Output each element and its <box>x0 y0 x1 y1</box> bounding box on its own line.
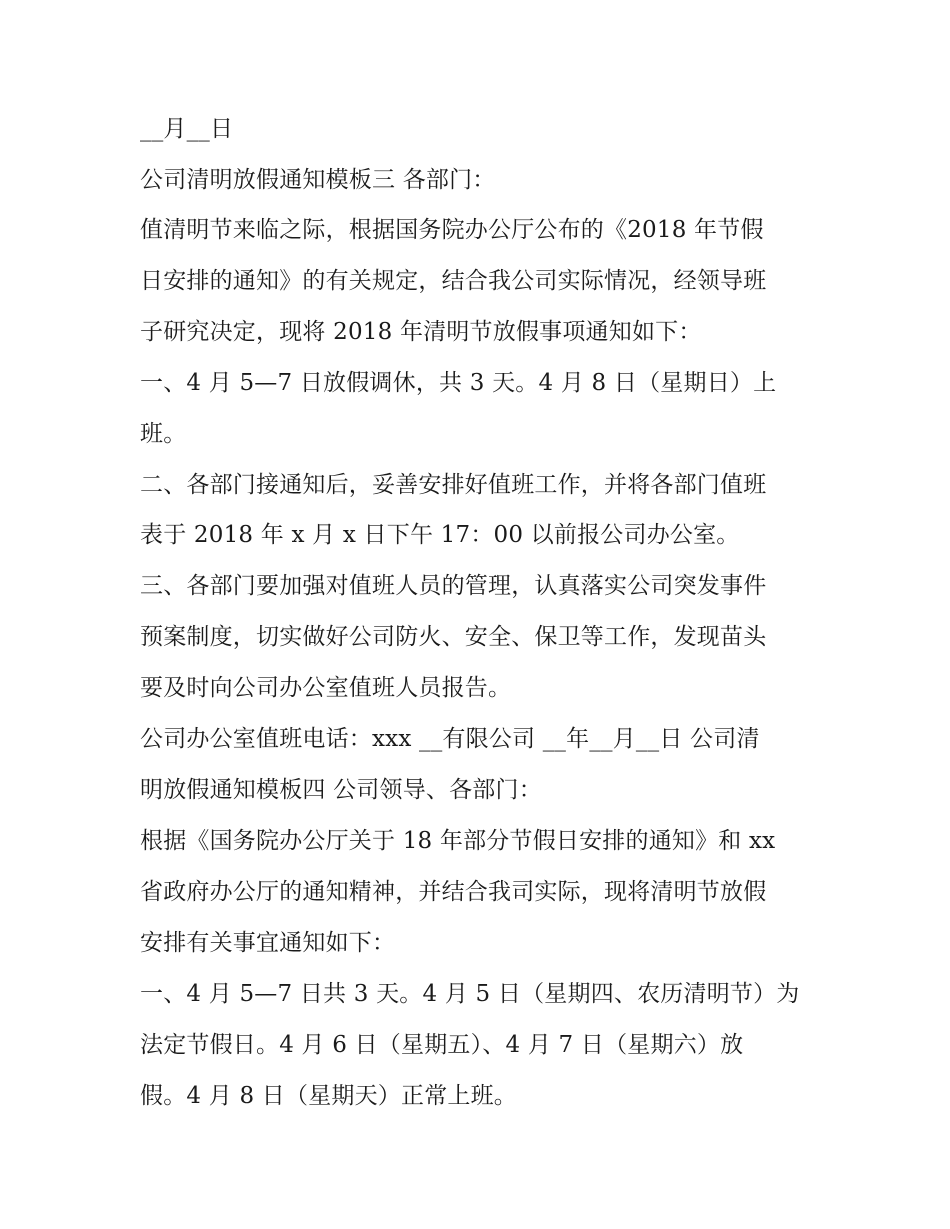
paragraph-line: 省政府办公厅的通知精神，并结合我司实际，现将清明节放假 <box>140 879 767 905</box>
paragraph-line: 日安排的通知》的有关规定，结合我公司实际情况，经领导班 <box>140 268 767 294</box>
paragraph-line: 班。 <box>140 421 187 447</box>
template-four-heading: 明放假通知模板四 公司领导、各部门： <box>140 777 542 803</box>
paragraph-line: 三、各部门要加强对值班人员的管理，认真落实公司突发事件 <box>140 573 767 599</box>
paragraph-line: 法定节假日。4 月 6 日（星期五）、4 月 7 日（星期六）放 <box>140 1032 744 1058</box>
paragraph-line: 子研究决定，现将 2018 年清明节放假事项通知如下： <box>140 319 702 345</box>
paragraph-line: 假。4 月 8 日（星期天）正常上班。 <box>140 1083 517 1109</box>
date-line: __月__日 <box>140 116 234 142</box>
template-three-heading: 公司清明放假通知模板三 各部门： <box>140 167 496 193</box>
paragraph-line: 预案制度，切实做好公司防火、安全、保卫等工作，发现苗头 <box>140 624 767 650</box>
paragraph-line: 安排有关事宜通知如下： <box>140 930 396 956</box>
paragraph-line: 表于 2018 年 x 月 x 日下午 17：00 以前报公司办公室。 <box>140 522 740 548</box>
contact-line: 公司办公室值班电话：xxx __有限公司 __年__月__日 公司清 <box>140 726 760 752</box>
paragraph-line: 二、各部门接通知后，妥善安排好值班工作，并将各部门值班 <box>140 472 767 498</box>
paragraph-line: 要及时向公司办公室值班人员报告。 <box>140 675 512 701</box>
paragraph-line: 值清明节来临之际，根据国务院办公厅公布的《2018 年节假 <box>140 217 764 243</box>
paragraph-line: 一、4 月 5—7 日放假调休，共 3 天。4 月 8 日（星期日）上 <box>140 370 777 396</box>
paragraph-line: 根据《国务院办公厅关于 18 年部分节假日安排的通知》和 xx <box>140 828 776 854</box>
paragraph-line: 一、4 月 5—7 日共 3 天。4 月 5 日（星期四、农历清明节）为 <box>140 981 800 1007</box>
